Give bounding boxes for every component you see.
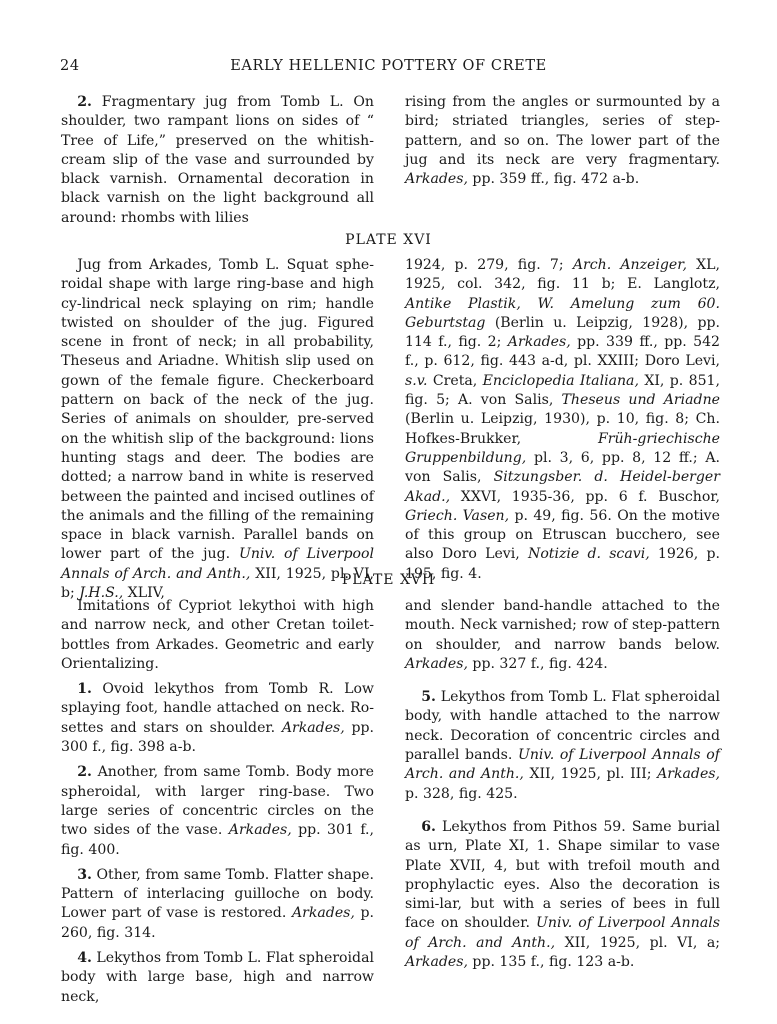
- bib-text: XXVI, 1935-36, pp. 6 f. Buschor,: [460, 488, 720, 505]
- item-number: 2.: [77, 94, 92, 110]
- bib-text: p. 49, fig. 56. On the motive of this group on Etruscan bucchero, see also Doro Levi,: [405, 507, 720, 563]
- reference-title: J.H.S.,: [79, 585, 124, 602]
- plate-xvi-description: [61, 256, 374, 603]
- item-number: 5.: [421, 689, 436, 706]
- bib-title: Theseus und Ariadne: [561, 392, 720, 409]
- reference-pages: pp. 301 f., fig. 400.: [61, 822, 375, 858]
- reference-title: Univ. of Liverpool Annals of Arch. and Anth.,: [61, 546, 374, 582]
- reference-title: Arkades,: [657, 766, 721, 783]
- reference-title: Univ. of Liverpool Annals of Arch. and Anth.,: [405, 747, 721, 783]
- plate-xvii-right-column: [405, 597, 720, 972]
- bib-title: Sitzungsber. d. Heidel-berger Akad.,: [405, 469, 721, 505]
- item-number: 4.: [77, 950, 92, 967]
- bib-title: s.v.: [405, 372, 428, 389]
- bib-title: Antike Plastik, W. Amelung zum 60. Geburtstag: [405, 295, 720, 331]
- bib-text: 1926, p. 195, fig. 4.: [405, 546, 720, 582]
- reference-pages: XLIV,: [127, 585, 165, 602]
- bib-title: Enciclopedia Italiana,: [482, 372, 639, 389]
- bib-text: pl. 3, 6, pp. 8, 12 ff.; A. von Salis,: [405, 449, 720, 486]
- item-text: Fragmentary jug from Tomb L. On shoulder, two rampant lions on sides of “ Tree of Life,” preserved on the whitish-cream slip of the vase and surrounded by black varnish. Ornamental decoration in black varnish on the light background all around: rhombs with lilies: [61, 94, 374, 226]
- reference-title: Arkades,: [405, 954, 468, 971]
- bib-text: (Berlin u. Leipzig, 1930), p. 10, fig. 8; Ch. Hofkes-Brukker,: [405, 411, 720, 447]
- plate-xvi-right-column: [405, 256, 720, 584]
- page-number: 24: [60, 58, 80, 74]
- item-6-paragraph: [405, 818, 720, 972]
- item-number: 1.: [77, 681, 92, 698]
- bib-text: XL, 1925, col. 342, fig. 11 b; E. Langlotz,: [405, 257, 721, 293]
- bib-text: Creta,: [432, 372, 478, 389]
- reference-pages: pp. 135 f., fig. 123 a-b.: [472, 954, 635, 971]
- bib-text: XI, p. 851, fig. 5; A. von Salis,: [405, 372, 720, 409]
- reference-title: Arkades,: [405, 655, 468, 672]
- bib-title: Früh-griechische Gruppenbildung,: [405, 430, 720, 466]
- reference-pages: pp. 327 f., fig. 424.: [472, 655, 608, 672]
- top-right-column: [405, 93, 720, 189]
- plate-xvi-heading: PLATE XVI: [345, 232, 432, 248]
- item-3-paragraph: [61, 866, 374, 943]
- bib-text: pp. 339 ff., pp. 542 f., p. 612, fig. 443 a-d, pl. XXIII; Doro Levi,: [405, 334, 721, 370]
- item-number: 3.: [77, 866, 92, 883]
- plate-xvii-intro: Imitations of Cypriot lekythoi with high and narrow neck, and other Cretan toilet-bottles from Arkades. Geometric and early Orientalizing.: [61, 598, 374, 672]
- item-text: Lekythos from Tomb L. Flat spheroidal body, with handle attached to the narrow neck. Decoration of concentric circles and parallel bands.: [405, 689, 720, 764]
- bib-title: Griech. Vasen,: [405, 507, 510, 524]
- item-2-continuation: [405, 93, 720, 189]
- item-4-continuation: [405, 597, 720, 674]
- plate-xvi-left-column: [61, 256, 374, 603]
- item-text: Lekythos from Pithos 59. Same burial as urn, Plate XI, 1. Shape similar to vase Plate XVII, 4, but with trefoil mouth and prophylactic eyes. Also the decoration is simi-lar, but with a series of bees in full face on shoulder.: [405, 818, 720, 932]
- reference-title: Arkades,: [228, 822, 292, 839]
- bib-text: 1924, p. 279, fig. 7;: [405, 257, 564, 273]
- reference-pages: p. 328, fig. 425.: [405, 785, 518, 802]
- top-left-column: [61, 93, 374, 228]
- bib-text: (Berlin u. Leipzig, 1928), pp. 114 f., fig. 2;: [405, 314, 720, 351]
- item-number: 6.: [421, 818, 436, 835]
- reference-pages: p. 260, fig. 314.: [61, 905, 375, 941]
- reference-pages: XII, 1925, pl. VI, b;: [61, 565, 375, 602]
- reference-pages: XII, 1925, pl. III;: [529, 766, 652, 783]
- reference-title: Arkades,: [281, 719, 345, 736]
- item-text: Another, from same Tomb. Body more spheroidal, with larger ring-base. Two large series of concentric circles on the two sides of the vase.: [61, 764, 374, 839]
- item-text: Other, from same Tomb. Flatter shape. Pattern of interlacing guilloche on body. Lower part of vase is restored.: [61, 866, 375, 922]
- description-text: Jug from Arkades, Tomb L. Squat sphe-roidal shape with large ring-base and high cy-lindrical neck splaying on rim; handle twisted on shoulder of the jug. Figured scene in front of neck; in all probability, Theseus and Ariadne. Whitish slip used on gown of the female figure. Checkerboard pattern on back of the neck of the jug. Series of animals on shoulder, pre-served on the whitish slip of the background: lions hunting stags and deer. The bodies are dotted; a narrow band in white is reserved between the painted and incised outlines of the animals and the filling of the remaining space in black varnish. Parallel bands on lower part of the jug.: [61, 257, 374, 563]
- continuation-text: and slender band-handle attached to the mouth. Neck varnished; row of step-pattern on shoulder, and narrow bands below.: [405, 598, 720, 653]
- reference-title: Arkades,: [291, 905, 355, 922]
- running-head: [60, 58, 717, 80]
- item-1-paragraph: [61, 680, 374, 757]
- bib-title: Arkades,: [507, 334, 571, 351]
- item-5-paragraph: [405, 688, 720, 804]
- item-2-paragraph: [61, 93, 374, 228]
- reference-pages: XII, 1925, pl. VI, a;: [564, 934, 720, 951]
- item-text: Lekythos from Tomb L. Flat spheroidal body with large base, high and narrow neck,: [61, 950, 374, 1005]
- item-number: 2.: [77, 764, 92, 781]
- bib-title: Arch. Anzeiger,: [572, 257, 687, 273]
- item-4-paragraph: [61, 949, 374, 1007]
- running-title: EARLY HELLENIC POTTERY OF CRETE: [230, 58, 547, 74]
- reference-title: Arkades,: [405, 171, 468, 188]
- reference-pages: pp. 300 f., fig. 398 a-b.: [61, 719, 374, 756]
- reference-title: Univ. of Liverpool Annals of Arch. and Anth.,: [405, 915, 720, 951]
- bib-title: Notizie d. scavi,: [527, 546, 650, 563]
- continuation-text: rising from the angles or surmounted by a bird; striated triangles, series of step-pattern, and so on. The lower part of the jug and its neck are very fragmentary.: [405, 94, 720, 168]
- item-text: Ovoid lekythos from Tomb R. Low splaying foot, handle attached on neck. Ro-settes and stars on shoulder.: [61, 681, 374, 736]
- plate-xvii-left-column: [61, 597, 374, 1007]
- item-2-paragraph: [61, 763, 374, 859]
- reference-pages: pp. 359 ff., fig. 472 a-b.: [472, 171, 640, 188]
- plate-xvii-heading: PLATE XVII: [341, 572, 436, 588]
- plate-xvi-bibliography: [405, 256, 720, 584]
